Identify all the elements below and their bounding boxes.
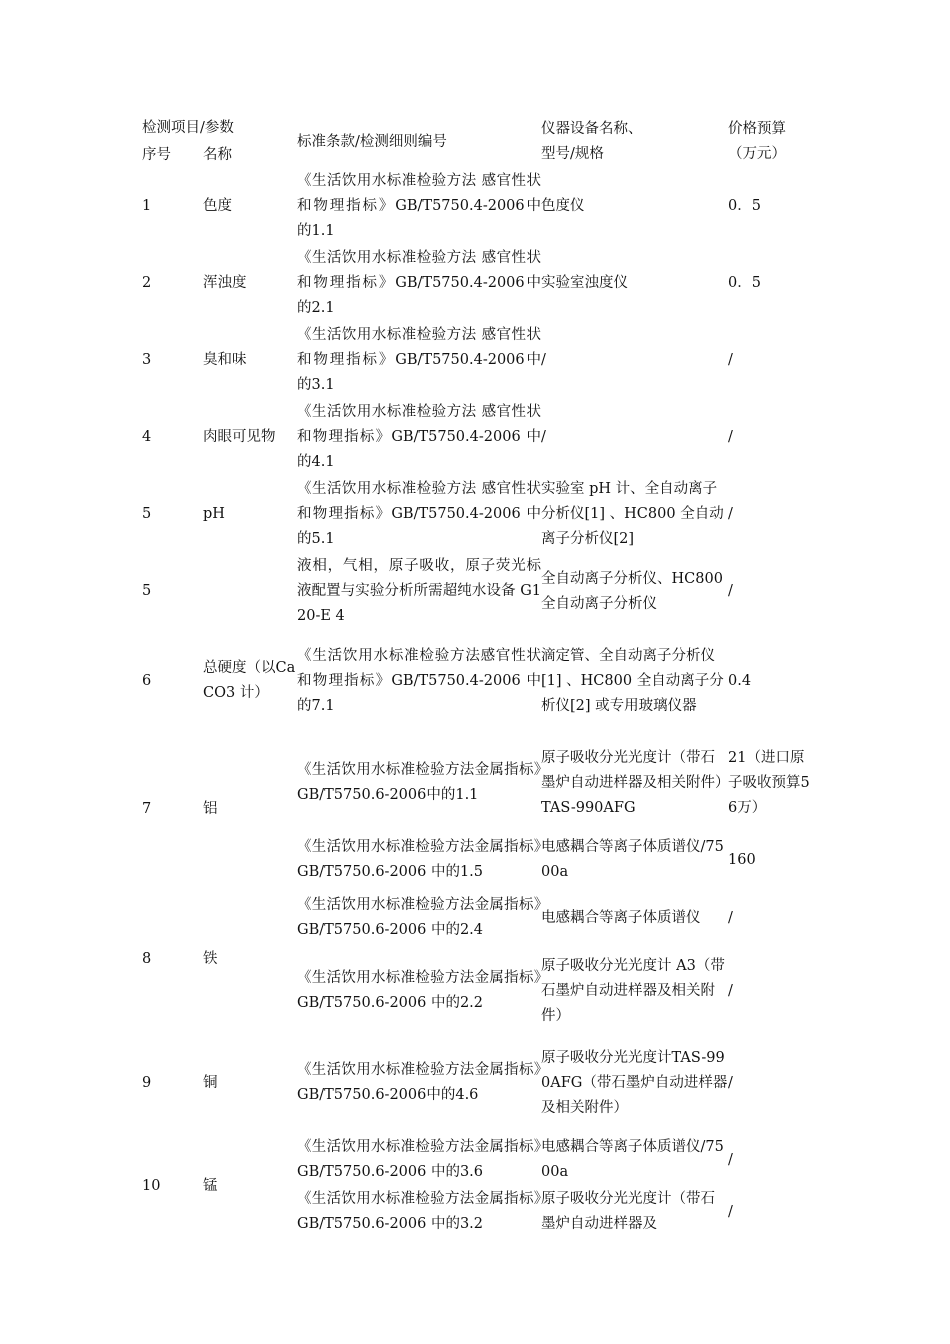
row-price: 160	[728, 851, 756, 868]
row-price: 0．5	[728, 198, 761, 214]
row-price: /	[728, 506, 733, 522]
row-standard: 《生活饮用水标准检验方法金属指标》GB/T5750.6-2006 中的3.6	[297, 1139, 542, 1180]
row-standard: 《生活饮用水标准检验方法金属指标》GB/T5750.6-2006 中的2.4	[297, 897, 542, 938]
row-seq: 3	[142, 352, 152, 368]
row-name: 色度	[203, 198, 232, 214]
row-seq: 6	[142, 672, 152, 689]
row-name: pH	[203, 506, 225, 522]
row-seq: 4	[142, 429, 152, 445]
row-price: /	[728, 583, 733, 599]
table-row	[142, 553, 812, 630]
row-instrument: 电感耦合等离子体质谱仪/7500a	[541, 839, 724, 880]
header-standard: 标准条款/检测细则编号	[297, 133, 447, 150]
header-name: 名称	[203, 146, 232, 163]
row-price: /	[728, 1074, 733, 1091]
row-seq: 9	[142, 1074, 152, 1091]
row-seq: 8	[142, 950, 152, 967]
row-price: /	[728, 429, 733, 445]
row-standard: 《生活饮用水标准检验方法金属指标》GB/T5750.6-2006 中的3.2	[297, 1191, 542, 1232]
row-price: 0．5	[728, 275, 761, 291]
row-name: 铝	[203, 800, 218, 817]
table-row	[142, 732, 812, 834]
header-seq: 序号	[142, 146, 171, 163]
row-instrument: 实验室浊度仪	[541, 275, 629, 291]
row-name: 铁	[203, 950, 218, 967]
header-instrument: 仪器设备名称、 型号/规格	[541, 121, 643, 162]
header-price: 价格预算 （万元）	[728, 121, 787, 162]
row-seq: 1	[142, 198, 152, 214]
row-price: /	[728, 982, 733, 999]
table-row	[142, 399, 812, 476]
row-name: 浑浊度	[203, 275, 247, 291]
row-name: 肉眼可见物	[203, 429, 276, 445]
row-instrument: 滴定管、全自动离子分析仪[1] 、HC800 全自动离子分析仪[2] 或专用玻璃仪器	[541, 647, 724, 714]
row-instrument: 原子吸收分光光度计（带石墨炉自动进样器及相关附件）TAS-990AFG	[541, 749, 723, 816]
row-standard: 《生活饮用水标准检验方法金属指标》GB/T5750.6-2006 中的1.5	[297, 839, 542, 880]
row-instrument: 全自动离子分析仪、HC800全自动离子分析仪	[541, 570, 723, 612]
row-standard: 《生活饮用水标准检验方法金属指标》GB/T5750.6-2006中的1.1	[297, 762, 542, 803]
row-price: 0.4	[728, 672, 752, 689]
row-price: /	[728, 909, 733, 926]
row-instrument: 色度仪	[541, 198, 585, 214]
row-instrument: 原子吸收分光光度计TAS-990AFG（带石墨炉自动进样器及相关附件）	[541, 1049, 728, 1116]
row-standard: 《生活饮用水标准检验方法 感官性状和物理指标》GB/T5750.4-2006 中的5.1	[297, 481, 542, 547]
table-row	[142, 886, 812, 950]
row-standard: 《生活饮用水标准检验方法感官性状和物理指标》GB/T5750.4-2006 中的7.1	[297, 647, 542, 714]
row-name: 臭和味	[203, 352, 247, 368]
row-instrument: 原子吸收分光光度计（带石墨炉自动进样器及	[541, 1191, 716, 1232]
row-instrument: 原子吸收分光光度计 A3（带石墨炉自动进样器及相关附件）	[541, 957, 725, 1024]
header-group: 检测项目/参数	[142, 120, 234, 136]
table-row	[142, 245, 812, 322]
row-standard: 液相，气相，原子吸收，原子荧光标液配置与实验分析所需超纯水设备 G120-E 4	[297, 558, 542, 624]
row-standard: 《生活饮用水标准检验方法金属指标》GB/T5750.6-2006中的4.6	[297, 1062, 542, 1103]
inspection-table	[142, 116, 812, 1238]
row-instrument: 实验室 pH 计、全自动离子分析仪[1] 、HC800 全自动离子分析仪[2]	[541, 481, 724, 547]
table-row	[142, 1032, 812, 1134]
row-standard: 《生活饮用水标准检验方法金属指标》GB/T5750.6-2006 中的2.2	[297, 970, 542, 1011]
row-standard: 《生活饮用水标准检验方法 感官性状和物理指标》GB/T5750.4-2006中的2.1	[297, 250, 542, 316]
row-seq: 5	[142, 506, 152, 522]
table-row	[142, 322, 812, 399]
row-instrument: 电感耦合等离子体质谱仪	[541, 909, 701, 926]
row-name: 铜	[203, 1074, 218, 1091]
row-seq: 5	[142, 583, 152, 599]
row-standard: 《生活饮用水标准检验方法 感官性状和物理指标》GB/T5750.4-2006 中的4.1	[297, 404, 542, 470]
row-name: 总硬度（以CaCO3 计）	[203, 660, 296, 701]
row-instrument: /	[541, 429, 546, 445]
row-seq: 7	[142, 800, 152, 817]
row-price: 21（进口原子吸收预算56万）	[728, 749, 810, 816]
row-price: /	[728, 1151, 733, 1168]
table-row	[142, 168, 812, 245]
row-standard: 《生活饮用水标准检验方法 感官性状和物理指标》GB/T5750.4-2006中的1.1	[297, 173, 542, 239]
row-name	[203, 553, 297, 630]
table-row	[142, 630, 812, 732]
row-price: /	[728, 1203, 733, 1220]
row-seq: 2	[142, 275, 152, 291]
row-price: /	[728, 352, 733, 368]
row-instrument: 电感耦合等离子体质谱仪/7500a	[541, 1139, 724, 1180]
table-row	[142, 476, 812, 553]
row-seq: 10	[142, 1177, 161, 1194]
row-instrument: /	[541, 352, 546, 368]
row-standard: 《生活饮用水标准检验方法 感官性状和物理指标》GB/T5750.4-2006中的3.1	[297, 327, 542, 393]
table-row	[142, 1134, 812, 1186]
row-name: 锰	[203, 1177, 218, 1194]
header-row-1	[142, 116, 812, 142]
